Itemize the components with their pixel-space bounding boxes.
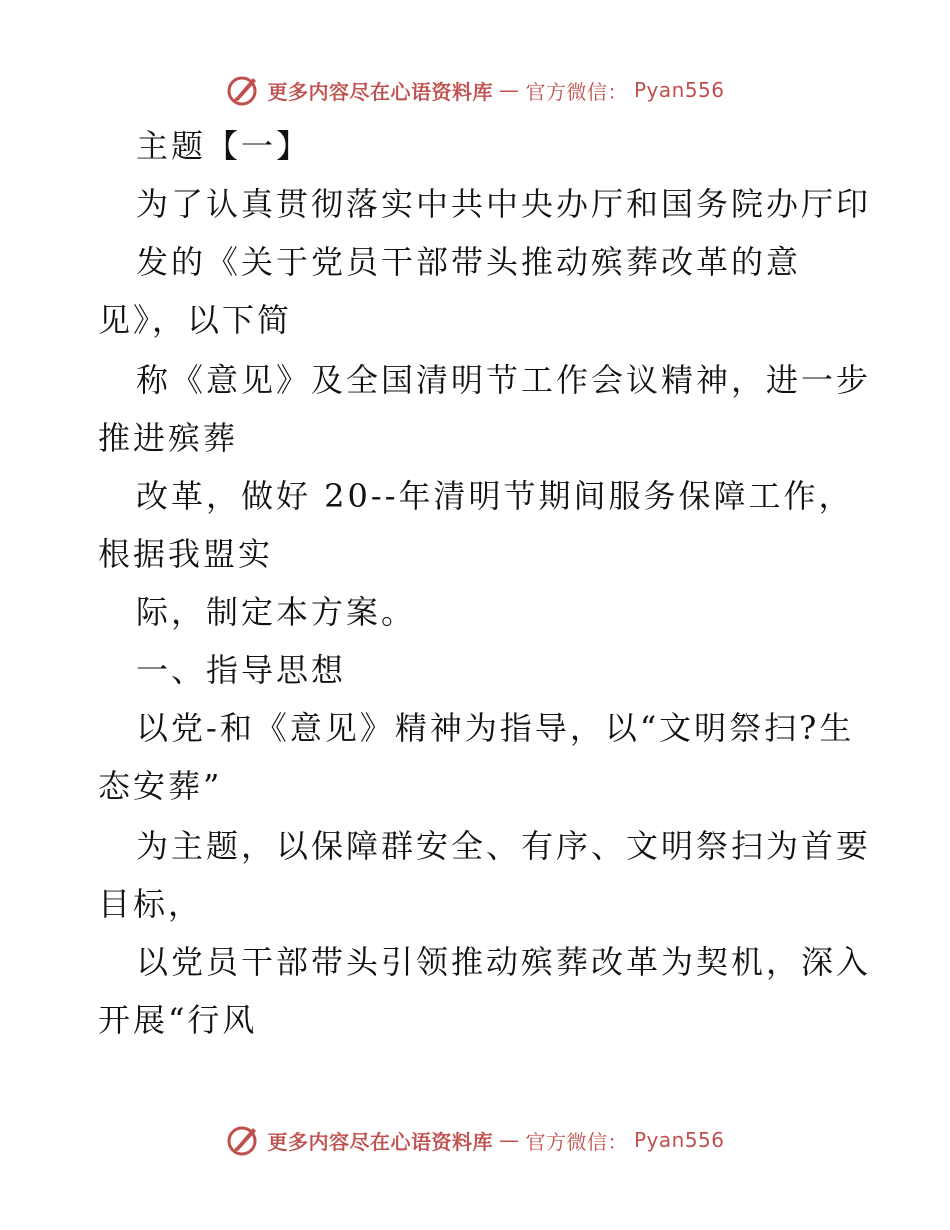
watermark-site-name: 更多内容尽在心语资料库 <box>267 79 493 104</box>
doc-line: 为主题，以保障群安全、有序、文明祭扫为首要 <box>136 827 872 865</box>
doc-line: 以党-和《意见》精神为指导，以“文明祭扫?生 <box>136 709 855 747</box>
watermark-dash: — <box>498 1128 520 1152</box>
doc-line: 际，制定本方案。 <box>136 593 417 631</box>
watermark-dash: — <box>498 78 520 102</box>
watermark-wechat-label: 官方微信： <box>525 79 628 104</box>
doc-line: 一、指导思想 <box>136 651 347 689</box>
doc-line: 称《意见》及全国清明节工作会议精神，进一步 <box>136 361 872 399</box>
watermark-wechat-label: 官方微信： <box>525 1129 628 1154</box>
doc-line: 以党员干部带头引领推动殡葬改革为契机，深入 <box>136 943 872 981</box>
doc-line: 改革，做好 20--年清明节期间服务保障工作， <box>136 477 854 515</box>
doc-line: 开展“行风 <box>98 1001 258 1039</box>
watermark-banner-bottom <box>0 1120 950 1160</box>
doc-line: 目标， <box>98 885 204 923</box>
watermark-banner-top <box>0 70 950 110</box>
doc-line: 发的《关于党员干部带头推动殡葬改革的意 <box>136 243 802 281</box>
doc-line: 见》，以下简 <box>98 301 293 339</box>
doc-line: 为了认真贯彻落实中共中央办厅和国务院办厅印 <box>136 185 872 223</box>
doc-line: 根据我盟实 <box>98 535 274 573</box>
watermark-wechat-id: Pyan556 <box>633 78 725 102</box>
doc-line: 态安葬” <box>98 767 223 805</box>
quill-logo-icon <box>225 1122 261 1158</box>
doc-line: 推进殡葬 <box>98 419 239 457</box>
quill-logo-icon <box>225 72 261 108</box>
watermark-site-name: 更多内容尽在心语资料库 <box>267 1129 493 1154</box>
doc-line: 主题【一】 <box>136 127 312 165</box>
watermark-wechat-id: Pyan556 <box>633 1128 725 1152</box>
